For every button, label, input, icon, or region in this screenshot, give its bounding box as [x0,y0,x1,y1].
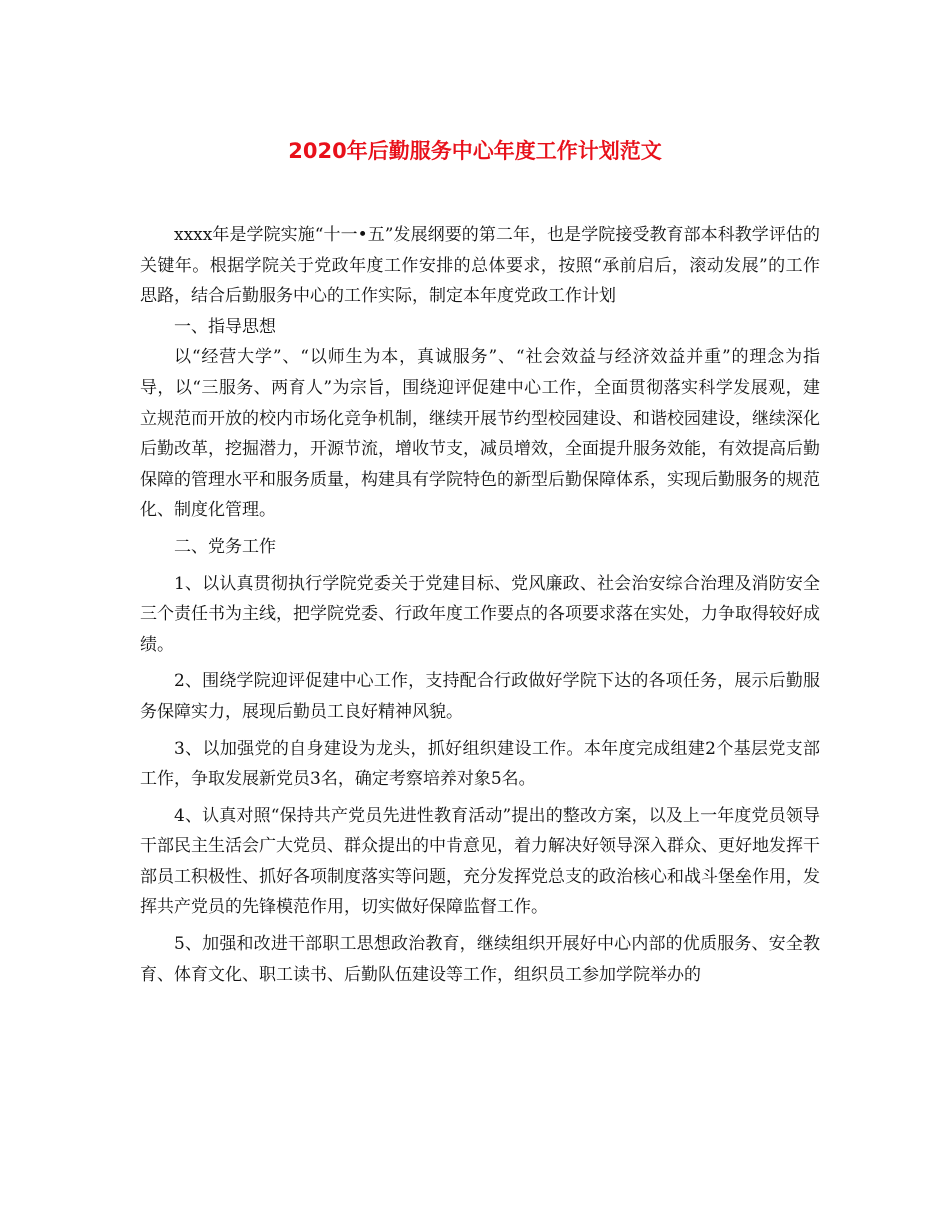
document-title: 2020年后勤服务中心年度工作计划范文 [288,139,662,163]
section-heading-party-work: 二、党务工作 [174,536,276,557]
guiding-ideology-paragraph: 以“经营大学”、“以师生为本，真诚服务”、“社会效益与经济效益并重”的理念为指导，以“三服务、两育人”为宗旨，围绕迎评促建中心工作，全面贯彻落实科学发展观，建立规范而开放的校内市场化竞争机制，继续开展节约型校园建设、和谐校园建设，继续深化后勤改革，挖掘潜力，开源节流，增收节支，减员增效，全面提升服务效能，有效提高后勤保障的管理水平和服务质量，构建具有学院特色的新型后勤保障体系，实现后勤服务的规范化、制度化管理。 [140,347,820,521]
party-work-item-3: 3、以加强党的自身建设为龙头，抓好组织建设工作。本年度完成组建2个基层党支部工作，争取发展新党员3名，确定考察培养对象5名。 [140,738,820,790]
intro-paragraph: xxxx年是学院实施“十一•五”发展纲要的第二年，也是学院接受教育部本科教学评估的关键年。根据学院关于党政年度工作安排的总体要求，按照“承前启后，滚动发展”的工作思路，结合后勤服务中心的工作实际，制定本年度党政工作计划 [140,225,820,307]
party-work-item-4: 4、认真对照“保持共产党员先进性教育活动”提出的整改方案，以及上一年度党员领导干部民主生活会广大党员、群众提出的中肯意见，着力解决好领导深入群众、更好地发挥干部员工积极性、抓好各项制度落实等问题，充分发挥党总支的政治核心和战斗堡垒作用，发挥共产党员的先锋模范作用，切实做好保障监督工作。 [140,805,820,918]
document-body [140,220,820,990]
party-work-item-2: 2、围绕学院迎评促建中心工作，支持配合行政做好学院下达的各项任务，展示后勤服务保障实力，展现后勤员工良好精神风貌。 [140,671,820,722]
party-work-item-5: 5、加强和改进干部职工思想政治教育，继续组织开展好中心内部的优质服务、安全教育、体育文化、职工读书、后勤队伍建设等工作，组织员工参加学院举办的 [140,934,820,985]
party-work-item-1: 1、以认真贯彻执行学院党委关于党建目标、党风廉政、社会治安综合治理及消防安全三个责任书为主线，把学院党委、行政年度工作要点的各项要求落在实处，力争取得较好成绩。 [140,573,820,655]
section-heading-guiding-ideology: 一、指导思想 [174,316,276,337]
